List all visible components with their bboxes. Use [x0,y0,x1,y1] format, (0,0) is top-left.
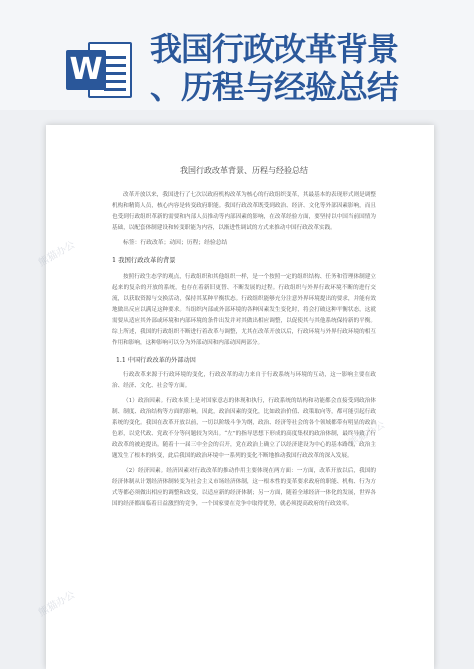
body-paragraph: 行政改革来源于行政环境的变化，行政改革的动力来自于行政系统与环境的互动，这一影响主要在政治、经济、文化、社会等方面。 [112,372,376,389]
banner-title [150,30,470,106]
banner-title-line-2: 、历程与经验总结 [150,68,399,106]
body-paragraph: （2）经济因素。经济因素对行政改革的推动作用主要体现在两方面：一方面，改革开放以后，我国的经济体制从计划经济体制转变为社会主义市场经济体制，这一根本性的变革要求政府的职能、机构、行为方式等都必须做出相应的调整和改变，以适应新的经济体制；另一方面，随着全球经济一体化的发展，世界各国的经济都面临着日益激烈的竞争，一个国家要在竞争中取得优势，就必须提高政府的行政效率。 [112,468,376,507]
body-paragraph: 按照行政生态学的观点，行政组织和其他组织一样，是一个按照一定的组织结构、任务和管理体制建立起来的复杂的开放的系统，也存在着新旧更替、不断发展的过程。行政组织与外界行政环境不断的进行交流，以获取资源与交换活动，保持其某种平衡状态。行政组织能够充分注意外界环境提出的要求，并能有效地做出反应以满足这种要求。当组织内部或外部环境的各种因素发生变化时，将会打破这种平衡状态，这就需要从适应其外部或环境和内部环境的条件出发并对其做出相应调整，以促使其与其他系统保持新的平衡。综上所述，我国的行政组织不断进行着改革与调整，尤其在改革开放以后，行政环境与外界行政环境的相互作用和影响，这种影响可以分为外部动因和内部动因两部分。 [112,274,376,346]
body-paragraph: （1）政治因素。行政本质上是对国家意志的体现和执行，行政系统的结构和功能都会直接受到政治体制、制度、政治结构等方面的影响。因此，政治因素的变化，比如政治价值、政策取向等，都可能引起行政系统的变化。我国在改革开放以前，一切以阶级斗争为纲，政治、经济等社会的各个领域都带有明显的政治色彩，以党代政、党政不分等问题较为突出。“左”的指导思想下形成的高度集权的政治体制，最终导致了行政改革的被迫提出。随着十一届三中全会的召开，党在政治上确立了以经济建设为中心的基本路线，政治主题发生了根本的转变，此后我国的政治环境中一系列的变化不断地推动我国行政改革的深入发展。 [112,398,376,459]
document-body [112,165,376,514]
header-banner [0,0,474,110]
section-heading: 1 我国行政改革的背景 [112,256,176,264]
abstract-paragraph: 改革开放以来，我国进行了七次以政府机构改革为核心的行政组织变革，其最基本的表现形式则是调整机构和精简人员，核心内容是转变政府职能。我国行政改革既受到政治、经济、文化等外部因素影响，而且也受到行政组织革新的需要和内部人员推动等内部因素的影响，在改革经验方面，要坚持以中国当前国情为基础，以配套体制建设和转变职能为内容，以渐进性调试的方式来推动中国行政改革实践。 [112,192,376,231]
watermark: 熊猫办公 [346,419,388,449]
word-letter-tile: W [66,50,106,90]
watermark: 熊猫办公 [36,239,78,269]
document-page [36,125,434,669]
watermark: 熊猫办公 [36,589,78,619]
word-document-icon [66,42,134,100]
keywords-line: 标签：行政改革；动因；历程；经验总结 [123,240,228,246]
document-title: 我国行政改革背景、历程与经验总结 [180,166,308,175]
banner-title-line-1: 我国行政改革背景 [150,30,399,68]
subsection-heading: 1.1 中国行政改革的外部动因 [116,357,196,364]
